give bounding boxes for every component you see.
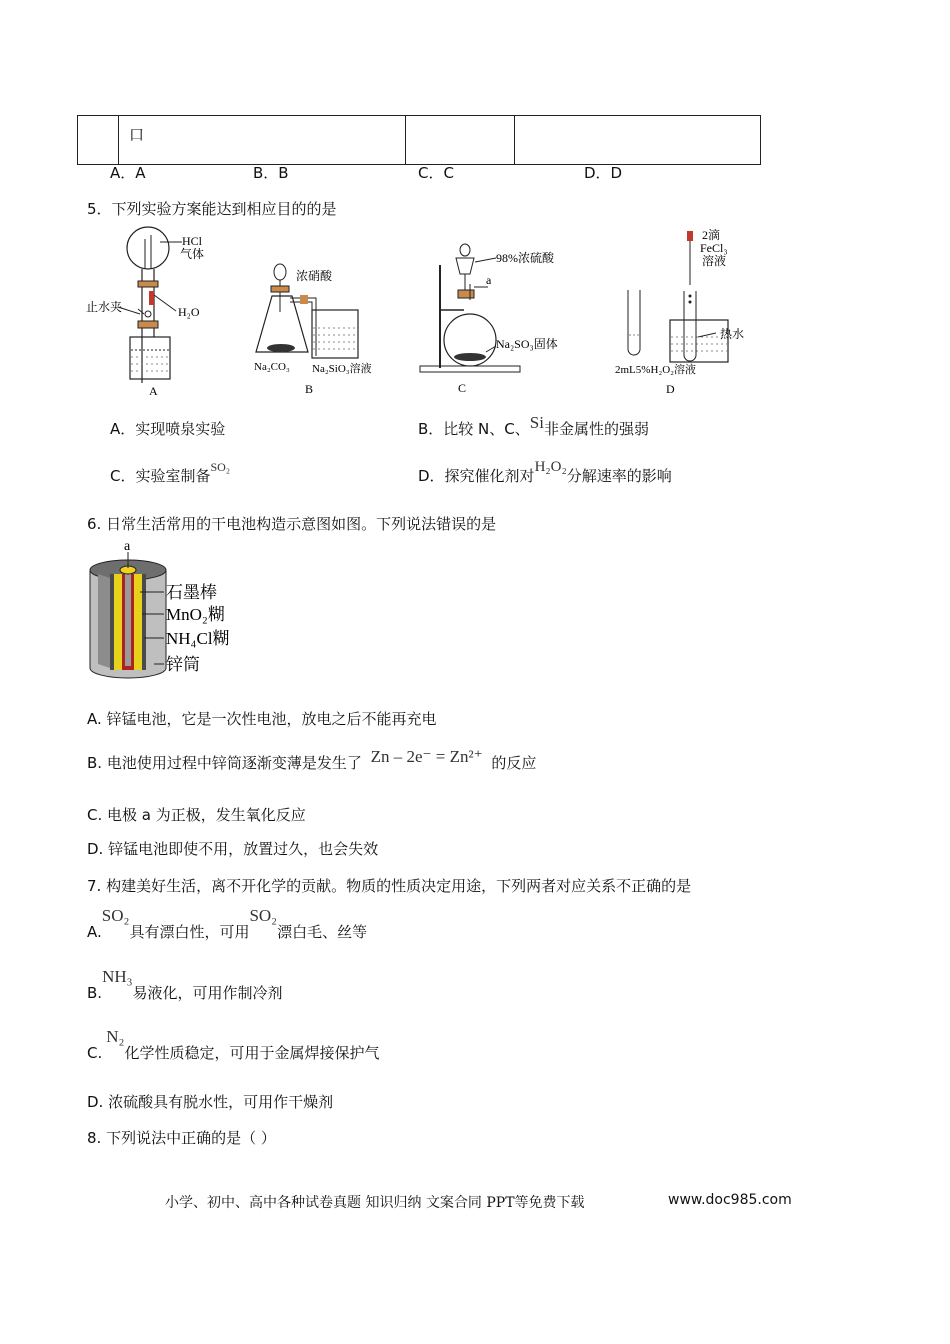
answer-table-row	[77, 115, 761, 165]
footer-site[interactable]: www.doc985.com	[668, 1192, 792, 1208]
label-fecl3: FeCl₃	[700, 241, 728, 255]
q5-option-a: A．实现喷泉实验	[110, 420, 226, 438]
table-cell	[406, 116, 515, 165]
label-water: H₂O	[178, 305, 200, 319]
label-na2so3: Na₂SO₃固体	[496, 337, 558, 351]
q6-stem: 6. 日常生活常用的干电池构造示意图如图。下列说法错误的是	[87, 515, 497, 533]
label-gas: 气体	[180, 247, 205, 261]
label-nh4cl: NH₄Cl糊	[166, 629, 230, 648]
label-hcl: HCl	[182, 234, 203, 248]
label-fig-c: C	[458, 381, 467, 395]
q6-option-c: C. 电极 a 为正极，发生氧化反应	[87, 806, 306, 824]
footer-text: 小学、初中、高中各种试卷真题 知识归纳 文案合同 PPT等免费下载	[165, 1195, 585, 1211]
table-cell	[515, 116, 761, 165]
label-nitric: 浓硝酸	[296, 269, 333, 283]
q5-stem: 5．下列实验方案能达到相应目的的是	[87, 200, 337, 218]
q7-stem: 7. 构建美好生活，离不开化学的贡献。物质的性质决定用途，下列两者对应关系不正确的是	[87, 877, 692, 895]
label-na2sio3: Na₂SiO₃溶液	[312, 363, 372, 375]
q5-figure-b	[250, 262, 390, 397]
q7-option-b: B.NH₃易液化，可用作制冷剂	[87, 967, 283, 1002]
q5-figure-a	[84, 225, 214, 397]
label-clamp: 止水夹	[86, 300, 123, 314]
label-a: a	[486, 273, 492, 287]
q4-option-d: D．D	[584, 164, 623, 182]
q6-option-b: B. 电池使用过程中锌筒逐渐变薄是发生了 Zn – 2e⁻ = Zn²⁺ 的反应	[87, 747, 537, 772]
label-h2o2: 2mL5%H₂O₂溶液	[615, 364, 696, 376]
dry-cell-diagram	[84, 540, 244, 688]
q7-option-c: C.N₂化学性质稳定，可用于金属焊接保护气	[87, 1027, 380, 1062]
label-fig-a: A	[149, 384, 158, 397]
label-na2co3: Na₂CO₃	[254, 361, 290, 373]
q4-option-c: C．C	[418, 164, 454, 182]
q4-option-a: A．A	[110, 164, 146, 182]
table-cell: 口	[119, 116, 406, 165]
label-2drops: 2滴	[702, 228, 721, 242]
q5-figure-c	[418, 240, 573, 397]
q7-option-d: D. 浓硫酸具有脱水性，可用作干燥剂	[87, 1093, 334, 1111]
q5-figure-d	[612, 225, 762, 397]
q8-stem: 8. 下列说法中正确的是（ ）	[87, 1129, 276, 1147]
label-fig-b: B	[305, 382, 314, 396]
label-soln: 溶液	[702, 254, 727, 268]
label-fig-d: D	[666, 382, 675, 396]
label-a: a	[124, 540, 131, 554]
q5-option-c: C．实验室制备$^{SO_2}$	[110, 460, 231, 485]
label-h2so4: 98%浓硫酸	[496, 251, 554, 265]
label-graphite: 石墨棒	[166, 583, 217, 602]
q7-option-a: A.SO₂具有漂白性，可用SO₂漂白毛、丝等	[87, 906, 368, 941]
label-mno2: MnO₂糊	[166, 605, 225, 624]
q5-option-b: B．比较 N、C、Si非金属性的强弱	[418, 413, 649, 438]
label-hotwater: 热水	[720, 327, 745, 341]
q6-option-a: A. 锌锰电池，它是一次性电池，放电之后不能再充电	[87, 710, 437, 728]
table-cell	[78, 116, 119, 165]
q6-option-d: D. 锌锰电池即使不用，放置过久，也会失效	[87, 840, 379, 858]
q5-option-d: D．探究催化剂对H₂O₂分解速率的影响	[418, 459, 672, 485]
label-zinc: 锌筒	[166, 655, 200, 674]
q4-option-b: B．B	[253, 164, 289, 182]
